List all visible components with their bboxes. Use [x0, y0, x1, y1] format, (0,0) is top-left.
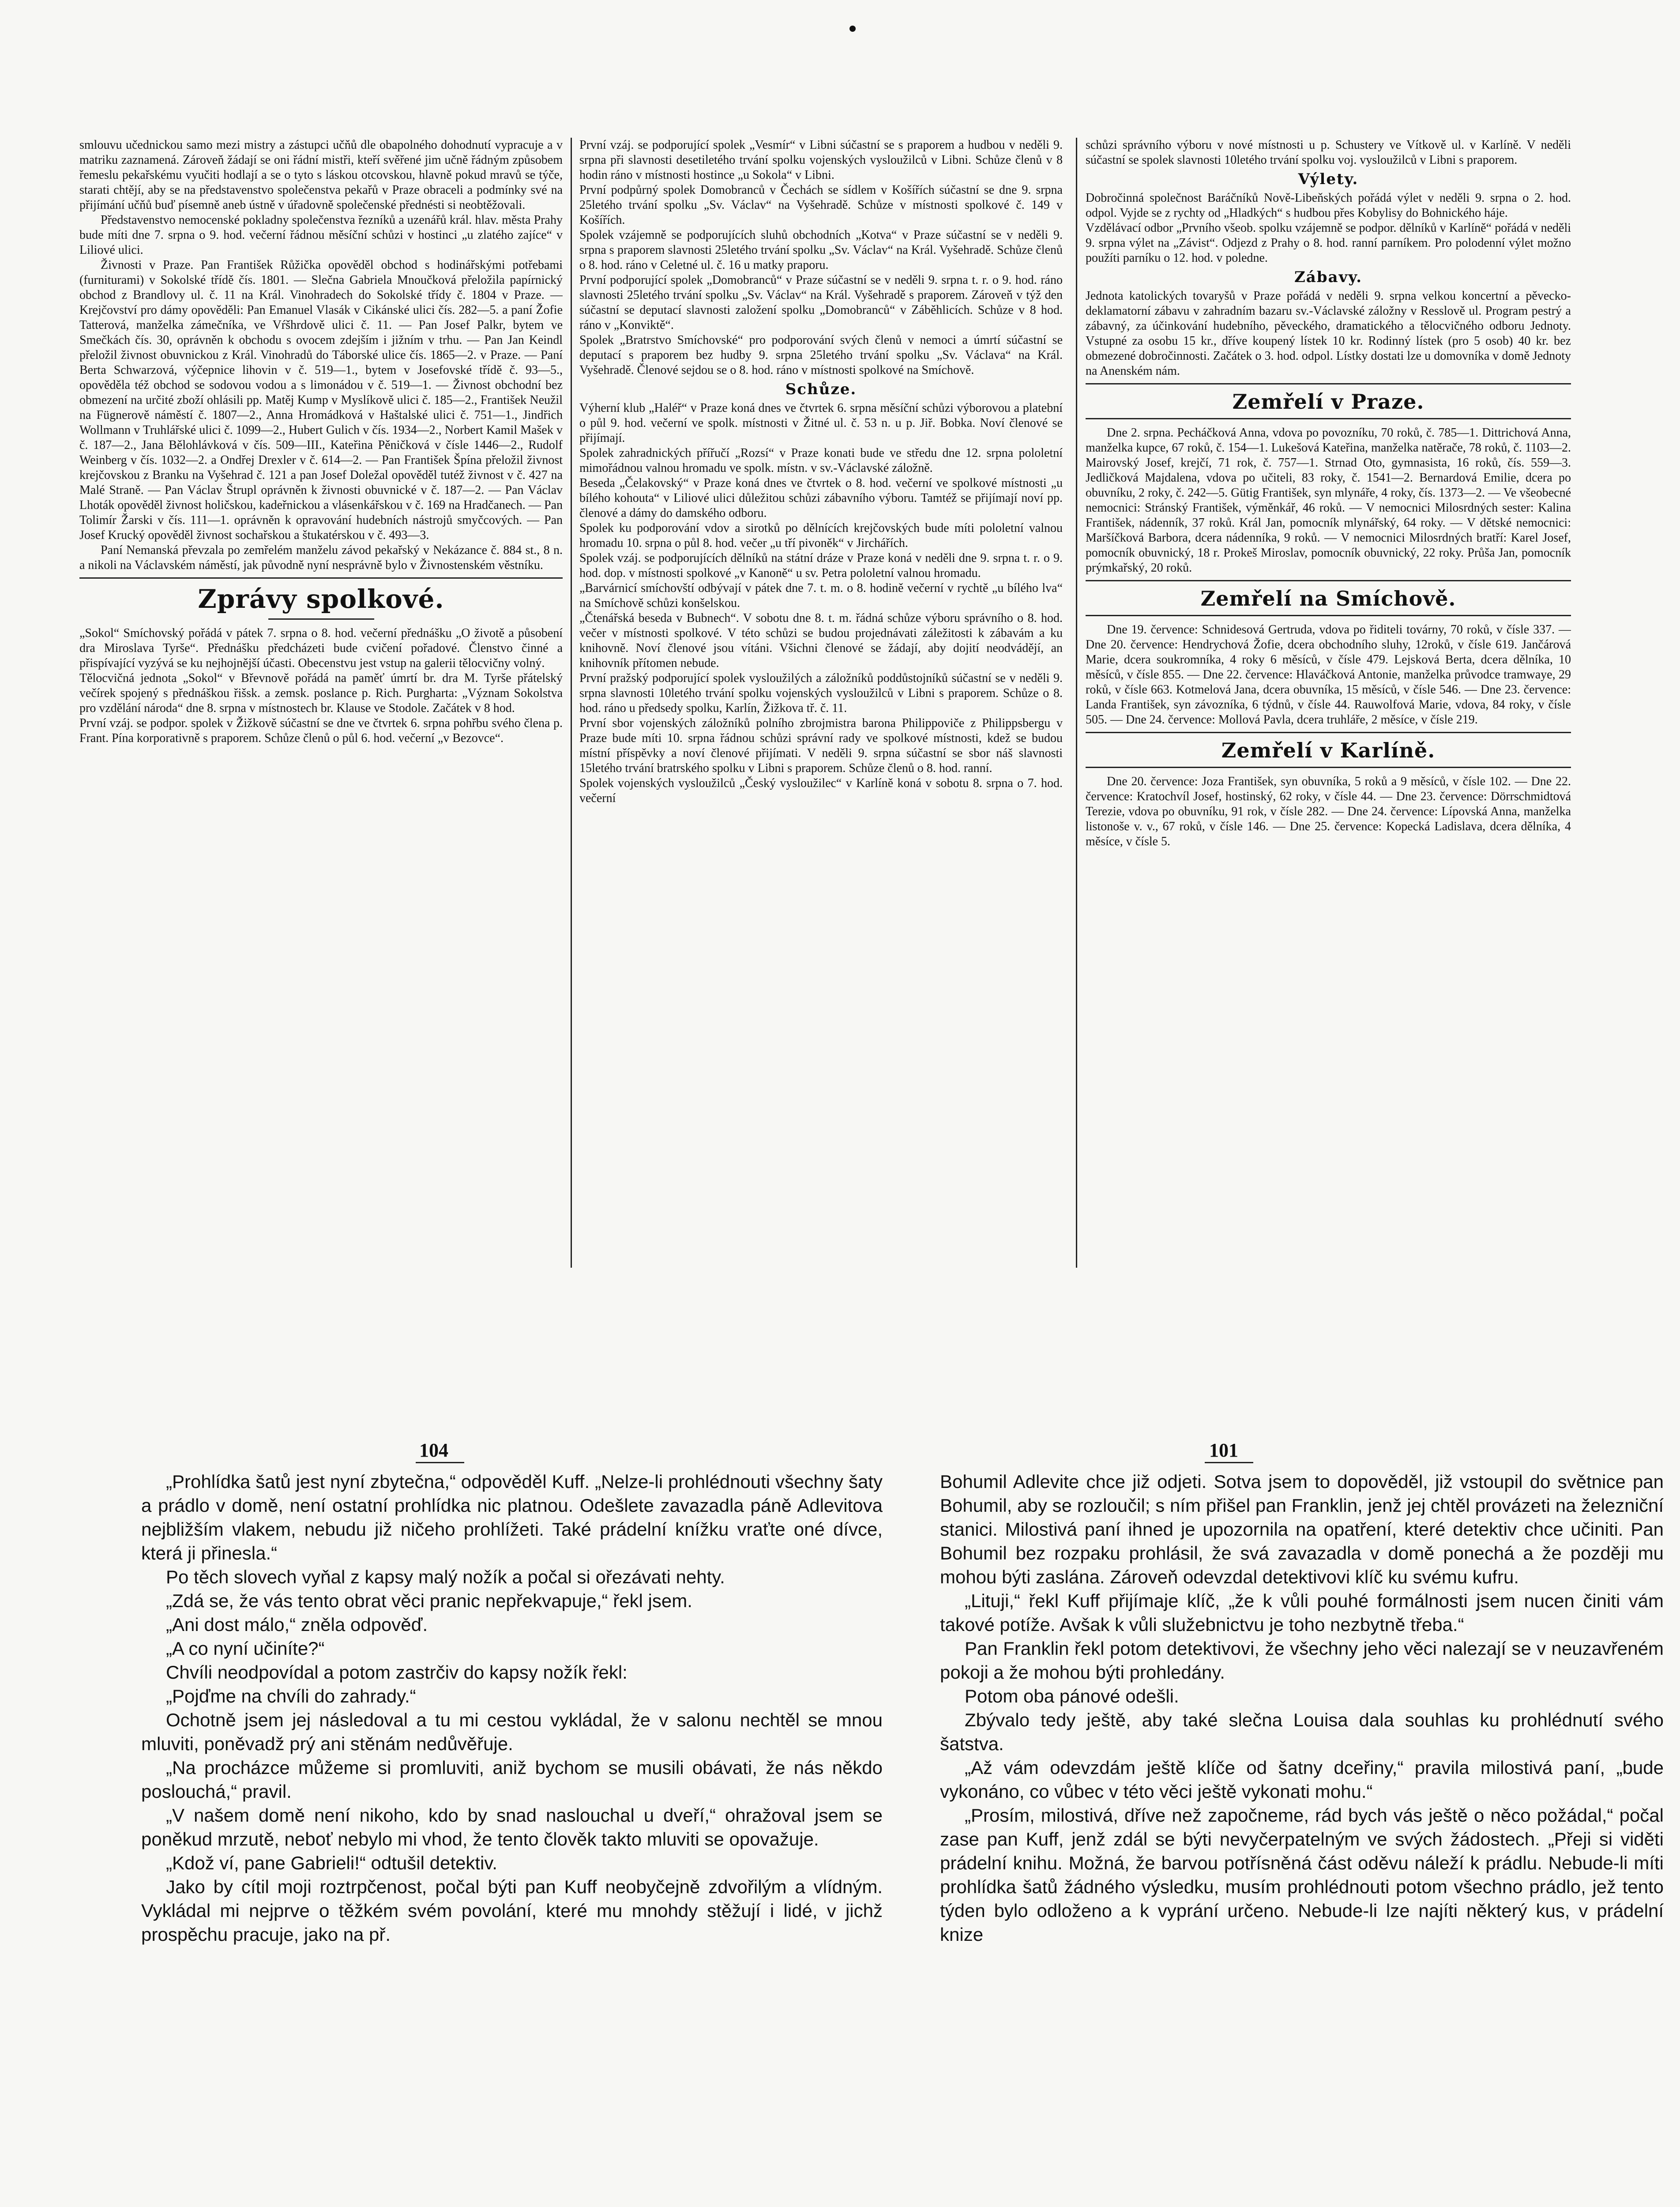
left-page-number: 104 [419, 1439, 448, 1461]
page-number-rule [1205, 1462, 1253, 1463]
paragraph: Spolek vzájemně se podporujících sluhů obchodních „Kotva“ v Praze súčastní se v neděli 9. srpna s praporem slavnosti 25letého trvání spolku „Sv. Václav“ na Král. Vyšehradě. Schůze členů o 8. hod. ráno v Celetné ul. č. 16 u matky praporu. [579, 228, 1063, 272]
paragraph: Dobročinná společnost Baráčníků Nově-Libeňských pořádá výlet v neděli 9. srpna o 2. hod. odpol. Vyjde se z rychty od „Hladkých“ s hudbou přes Kobylisy do Bohnického háje. [1086, 191, 1571, 220]
zemreli-karlin-list [1086, 774, 1571, 849]
paragraph: „Pojďme na chvíli do zahrady.“ [166, 1686, 416, 1706]
schuze-title: Schůze. [785, 380, 857, 398]
section-rule [1086, 418, 1571, 419]
paragraph: „Ani dost málo,“ zněla odpověď. [166, 1614, 428, 1635]
paragraph: „Prohlídka šatů jest nyní zbytečna,“ odpověděl Kuff. „Nelze-li prohlédnouti všechny šaty a prádlo v domě, není ostatní prohlídka nic platnou. Odešlete zavazadla páně Adlevitova nejbližším vlakem, nebudu již ničeho prohlížeti. Také prádelní knížku vraťte oné dívce, která ji přinesla.“ [141, 1471, 883, 1563]
paragraph: „Barvárnicí smíchovští odbývají v pátek dne 7. t. m. o 8. hodině večerní v rychtě „u bílého lva“ na Smíchově schůzi konšelskou. [579, 581, 1063, 610]
paragraph: Zbývalo tedy ještě, aby také slečna Louisa dala souhlas ku prohlédnutí svého šatstva. [940, 1710, 1664, 1754]
col2-paragraphs [579, 138, 1063, 378]
paragraph: Jako by cítil moji roztrpčenost, počal býti pan Kuff neobyčejně zdvořilým a vlídným. Vykládal mi nejprve o těžkém svém povolání, které mu mnohdy stěžují i lidé, v jichž prospěchu pracuje, jako na př. [141, 1876, 883, 1945]
paragraph: Beseda „Čelakovský“ v Praze koná dnes ve čtvrtek o 8. hod. večerní ve spolkové místnosti „u bílého kohouta“ v Liliové ulici důležitou schůzi zábavního výboru. Tamtéž se přijímají noví pp. členové a dámy do damského odboru. [579, 476, 1063, 520]
zemreli-smichov-title: Zemřelí na Smíchově. [1200, 587, 1456, 610]
paragraph: Pan Franklin řekl potom detektivovi, že všechny jeho věci nalezají se v neuzavřeném pokoji a že mohou býti prohledány. [940, 1638, 1664, 1683]
news-column-3 [1086, 138, 1571, 1285]
paragraph: schůzi správního výboru v nové místnosti u p. Schustery ve Vítkově ul. v Karlíně. V neděli súčastní se spolek slavnosti 10letého trvání spolku voj. vysloužilců v Libni s praporem. [1086, 138, 1571, 167]
paragraph: Spolek vojenských vysloužilců „Český vysloužilec“ v Karlíně koná v sobotu 8. srpna o 7. hod. večerní [579, 776, 1063, 805]
paragraph: Živnosti v Praze. Pan František Růžička opověděl obchod s hodinářskými potřebami (furniturami) v Sokolské třídě čís. 1801. — Slečna Gabriela Mnoučková přeložila papírnický obchod z Brandlovy ul. č. 11 na Král. Vinohradech do Sokolské třídy č. 1804 v Praze. — Krejčovství pro dámy opověděli: Pan Emanuel Vlasák v Cikánské ulici čís. 282—5. a paní Žofie Tatterová, manželka zámečníka, ve Vŕšhrdově ulici č. 11. — Pan Josef Palkr, bytem ve Smečkách čís. 30, oprávněn k obchodu s ovocem zdejším i jižním v trhu. — Pan Jan Keindl přeložil živnost obuvnickou z Král. Vinohradů do Táborské ulice čís. 1865—2. v Praze. — Paní Berta Schwarzová, výčepnice lihovin v č. 519—1., bytem v Josefovské třídě č. 93—5., opověděla též obchod se sodovou vodou a s limonádou v č. 519—1. — Živnost obchodní bez obmezení na určité zboží ohlásili pp. Matěj Kump v Myslíkově ulici č. 185—2., František Neužil na Fügnerově náměstí č. 1807—2., Anna Hromádková v Haštalské ulici č. 751—1., Jindřich Wollmann v Truhlářské ulici č. 1099—2., Hubert Gulich v čís. 1934—2., Norbert Kamil Mašek v č. 187—2., Jana Bělohlávková v čís. 509—III., Kateřina Pěničková v čísle 1446—2., Rudolf Weinberg v čís. 1032—2. a Ondřej Drexler v č. 614—2. — Pan František Špína přeložil živnost krejčovskou z Branku na Vyšehrad č. 121 a pan Josef Doležal opověděl tutéž živnost v č. 427 na Malé Straně. — Pan Václav Štrupl oprávněn k živnosti obuvnické v č. 187—2. — Pan Václav Lhoták opověděl živnost holičskou, kadeřnickou a vlásenkářskou v č. 169 na Hradčanech. — Pan Tolimír Žarski v čís. 111—1. oprávněn k opravování hudebních nástrojů smyčcových. — Pan Josef Krucký opověděl živnost sochařskou a štukatérskou v č. 493—3. [79, 258, 563, 542]
paragraph: „Lituji,“ řekl Kuff přijímaje klíč, „že k vůli pouhé formálnosti jsem nucen činiti vám takové potíže. Avšak k vůli služebnictvu je toho nezbytně třeba.“ [940, 1590, 1664, 1635]
ink-dot [849, 26, 856, 32]
section-rule [1086, 383, 1571, 384]
paragraph: Paní Nemanská převzala po zemřelém manželu závod pekařský v Nekázance č. 884 st., 8 n. a nikoli na Václavském náměstí, jak původně nyní nesprávně bylo v Živnostenském věstníku. [79, 543, 563, 572]
zabavy-title: Zábavy. [1294, 268, 1363, 286]
paragraph: „Prosím, milostivá, dříve než započneme, rád bych vás ještě o něco požádal,“ počal zase pan Kuff, jenž zdál se býti nevyčerpatelným ve svých žádostech. „Přeji si viděti prádelní knihu. Možná, že barvou potřísněná část oděvu náleží k prádlu. Nebude-li míti prohlídka šatů žádného výsledku, musím prohlédnouti potom všechno prádlo, jež tento týden bylo odloženo a k vyprání určeno. Nebude-li lze najíti některý kus, v prádelní knize [940, 1805, 1664, 1945]
paragraph: Bohumil Adlevite chce již odjeti. Sotva jsem to dopověděl, již vstoupil do světnice pan Bohumil, aby se rozloučil; s ním přišel pan Franklin, jenž jej chtěl provázeti na železniční stanici. Milostivá paní ihned je upozornila na opatření, které detektiv chce učiniti. Pan Bohumil bez rozpaku prohlásil, že svá zavazadla v domě ponechá a že později mu mohou býti zaslána. Zároveň odevzdal detektivovi klíč ku svému kufru. [940, 1471, 1664, 1587]
paragraph: Potom oba pánové odešli. [965, 1686, 1179, 1706]
paragraph: První pražský podporující spolek vysloužilých a záložníků poddůstojníků súčastní se v neděli 9. srpna slavnosti 10letého trvání spolku vojenských vysloužilců v Libni s praporem. Schůze o 8. hod. ráno u předsedy spolku, Karlín, Žižkova tř. č. 11. [579, 671, 1063, 715]
col2-meetings [579, 401, 1063, 806]
vylety-list [1086, 191, 1571, 266]
zemreli-praha-list [1086, 426, 1571, 576]
paragraph: Dne 19. července: Schnidesová Gertruda, vdova po řiditeli továrny, 70 roků, v čísle 337. — Dne 20. července: Hendrychová Žofie, dcera obchodního sluhy, 12roků, v čísle 619. Jančárová Marie, dcera soukromníka, 4 roky 6 měsíců, v čísle 479. Lejsková Berta, dcera dělníka, 10 měsíců, v čísle 855. — Dne 22. července: Hlaváčková Antonie, manželka průvodce tramwaye, 29 roků, v čísle 663. Kotmelová Jana, dcera obuvníka, 15 měsíců, v čísle 546. — Dne 23. července: Landa František, syn závozníka, 6 týdnů, v čísle 44. Rauwolfová Marie, vdova, 84 roky, v čísle 505. — Dne 24. července: Mollová Pavla, dcera truhláře, 2 měsíce, v čísle 219. [1086, 623, 1571, 727]
paragraph: Výherní klub „Haléř“ v Praze koná dnes ve čtvrtek 6. srpna měsíční schůzi výborovou a platební o půl 9. hod. večerní ve spolk. místnosti v Žitné ul. č. 53 n. u p. Jiř. Bobka. Noví členové se přijímají. [579, 401, 1063, 445]
vylety-title: Výlety. [1298, 170, 1359, 188]
paragraph: První vzáj. se podporující spolek „Vesmír“ v Libni súčastní se s praporem a hudbou v neděli 9. srpna při slavnosti desetiletého trvání spolku vojenských vysloužilců v Libni. Schůze členů v 8 hodin ráno v místnosti hostince „u Sokola“ v Libni. [579, 138, 1063, 182]
zabavy-list [1086, 289, 1571, 379]
column-rule-2 [1076, 138, 1077, 1268]
book-right-page [940, 1470, 1664, 2207]
paragraph: Ochotně jsem jej následoval a tu mi cestou vykládal, že v salonu nechtěl se mnou mluviti, poněvadž prý ani stěnám nedůvěřuje. [141, 1710, 883, 1754]
paragraph: Spolek ku podporování vdov a sirotků po dělnících krejčovských bude míti pololetní valnou hromadu 10. srpna o půl 8. hod. večer „u tří pivoněk“ v Jirchářích. [579, 521, 1063, 550]
paragraph: První podpůrný spolek Domobranců v Čechách se sídlem v Košířích súčastní se dne 9. srpna 25letého trvání spolku „Sv. Václav“ na Vyšehradě. Schůze v místnosti spolkové č. 149 v Košířích. [579, 183, 1063, 227]
title-underline [268, 618, 374, 620]
paragraph: „V našem domě není nikoho, kdo by snad naslouchal u dveří,“ ohražoval jsem se poněkud mrzutě, neboť nebylo mi vhod, že tento člověk takto mluviti se opovažuje. [141, 1805, 883, 1849]
page-number-rule [416, 1462, 464, 1463]
news-column-2 [579, 138, 1063, 1277]
zemreli-smichov-list [1086, 622, 1571, 727]
paragraph: Chvíli neodpovídal a potom zastrčiv do kapsy nožík řekl: [166, 1662, 628, 1683]
paragraph: „Kdož ví, pane Gabrieli!“ odtušil detektiv. [166, 1853, 497, 1873]
paragraph: První vzáj. se podpor. spolek v Žižkově súčastní se dne ve čtvrtek 6. srpna pohřbu svého člena p. Frant. Pína korporativně s praporem. Schůze členů o půl 6. hod. večerní „v Bezovce“. [79, 716, 563, 745]
paragraph: Dne 20. července: Joza František, syn obuvníka, 5 roků a 9 měsíců, v čísle 102. — Dne 22. července: Kratochvíl Josef, hostinský, 62 roky, v čísle 44. — Dne 23. července: Dörrschmidtová Terezie, vdova po obuvníku, 91 rok, v čísle 282. — Dne 24. července: Lípovská Anna, manželka listonoše v. v., 67 roků, v čísle 146. — Dne 25. července: Kopecká Ladislava, dcera dělníka, 4 měsíce, v čísle 5. [1086, 775, 1571, 848]
paragraph: „Zdá se, že vás tento obrat věci pranic nepřekvapuje,“ řekl jsem. [166, 1590, 692, 1611]
news-column-1 [79, 138, 563, 1277]
zemreli-karlin-title: Zemřelí v Karlíně. [1221, 738, 1436, 762]
paragraph: „Až vám odevzdám ještě klíče od šatny dceřiny,“ pravila milostivá paní, „bude vykonáno, co vůbec v této věci ještě vykonati mohu.“ [940, 1757, 1664, 1802]
paragraph: Po těch slovech vyňal z kapsy malý nožík a počal si ořezávati nehty. [166, 1567, 725, 1587]
section-rule [1086, 732, 1571, 733]
paragraph: „Na procházce můžeme si promluviti, aniž bychom se musili obávati, že nás někdo poslouchá,“ pravil. [141, 1757, 883, 1802]
right-page-number: 101 [1209, 1439, 1238, 1461]
paragraph: Jednota katolických tovaryšů v Praze pořádá v neděli 9. srpna velkou koncertní a pěvecko-deklamatorní zábavu v zahradním bazaru sv.-Václavské záložny v Resslově ul. Program pestrý a zábavný, za účinkování hudebního, pěveckého, dramatického a tělocvičného odboru Jednoty. Vstupné za osobu 15 kr., dříve koupený lístek 10 kr. Rodinný lístek (pro 5 osob) 40 kr. bez obmezené dobročinnosti. Začátek o 3. hod. odpol. Lístky dostati lze u domovníka v domě Jednoty na Anenském nám. [1086, 289, 1571, 378]
paragraph: „Sokol“ Smíchovský pořádá v pátek 7. srpna o 8. hod. večerní přednášku „O životě a působení dra Miroslava Tyrše“. Přednášku předcházeti bude cvičení pořadové. Členstvo činné a přispívající vyzývá se ku nejhojnější účasti. Obecenstvu jest vstup na galerii tělocvičny volný. [79, 626, 563, 670]
col3-paragraphs [1086, 138, 1571, 168]
section-rule [1086, 615, 1571, 616]
paragraph: Spolek zahradnických přířučí „Rozsí“ v Praze konati bude ve středu dne 12. srpna pololetní mimořádnou valnou hromadu ve spolk. místn. v sv.-Václavské záložně. [579, 446, 1063, 475]
paragraph: Tělocvičná jednota „Sokol“ v Břevnově pořádá na paměť úmrtí br. dra M. Tyrše přátelský večírek spojený s přednáškou řišsk. a zemsk. poslance p. Rich. Purgharta: „Význam Sokolstva pro vzdělání národa“ dne 8. srpna v místnostech br. Klause ve Stodole. Začátek v 8 hod. [79, 671, 563, 715]
book-left-page [141, 1470, 883, 2207]
section-rule [1086, 580, 1571, 581]
col1-paragraphs [79, 138, 563, 573]
zpravy-spolkove-title: Zprávy spolkové. [198, 584, 444, 614]
section-rule [79, 577, 563, 579]
paragraph: Spolek „Bratrstvo Smíchovské“ pro podporování svých členů v nemoci a úmrtí súčastní se deputací s praporem bez hudby 9. srpna 25letého trvání spolku „Sv. Václava“ na Král. Vyšehradě. Členové sejdou se o 8. hod. ráno v místnosti spolkové na Smíchově. [579, 333, 1063, 377]
paragraph: smlouvu učednickou samo mezi mistry a zástupci učňů dle obapolného dohodnutí vypracuje a v matriku zaznamená. Zároveň žádají se oni řádní mistři, kteří svěřené jim učně řádným způsobem řemeslu pekařskému vyučiti hodlají a se o tyto s láskou otcovskou, hlavně pokud mravů se týče, starati chtějí, aby se na představenstvo společenstva pekařů v Praze obraceli a podmínky své na přijímání učňů buď písemně aneb ústně v úřadovně společenské přednésti si neobtěžovali. [79, 138, 563, 212]
paragraph: První podporující spolek „Domobranců“ v Praze súčastní se v neděli 9. srpna t. r. o 9. hod. ráno slavnosti 25letého trvání spolku „Sv. Václav“ na Král. Vyšehradě s praporem. Zároveň v týž den súčastní se deputací slavnosti založení spolku „Domobranců“ v Záběhlicích. Schůze v 8 hod. ráno v „Konviktě“. [579, 273, 1063, 332]
paragraph: „A co nyní učiníte?“ [166, 1638, 325, 1659]
paragraph: „Čtenářská beseda v Bubnech“. V sobotu dne 8. t. m. řádná schůze výboru správního o 8. hod. večer v místnosti spolkové. V této schůzi se budou projednávati záležitosti k zábavám a ku knihovně. Noví členové jsou vítáni. Všichni členové se žádají, aby dojití neodvádějí, an knihovník přítomen nebude. [579, 611, 1063, 670]
paragraph: Dne 2. srpna. Pecháčková Anna, vdova po povozníku, 70 roků, č. 785—1. Dittrichová Anna, manželka kupce, 67 roků, č. 154—1. Lukešová Kateřina, manželka natěrače, 78 roků, č. 1103—2. Mairovský Josef, krejčí, 71 rok, č. 757—1. Strnad Oto, gymnasista, 16 roků, čís. 559—3. Jedličková Majdalena, vdova po učiteli, 83 roky, č. 1541—2. Bernardová Emilie, dcera po obuvníku, 2 roky, č. 242—5. Gütig František, syn mlynáře, 4 roky, čís. 1373—2. — Ve všeobecné nemocnici: Stránský František, výměnkář, 46 roků. — V nemocnici Milosrdných sester: Kalina František, nádenník, 37 roků. Král Jan, pomocník mlynářský, 64 roky. — V dětské nemocnici: Maršíčková Barbora, dcera nádenníka, 9 roků. — V nemocnici Milosrdných bratří: Karel Josef, pomocník obuvnický, 18 r. Prokeš Miroslav, pomocník obuvnický, 22 roky. Průša Jan, pomocník prýmkařský, 20 roků. [1086, 426, 1571, 575]
paragraph: Spolek vzáj. se podporujících dělníků na státní dráze v Praze koná v neděli dne 9. srpna t. r. o 9. hod. dop. v místnosti spolkové „v Kanoně“ u sv. Petra pololetní valnou hromadu. [579, 551, 1063, 580]
paragraph: Vzdělávací odbor „Prvního všeob. spolku vzájemně se podpor. dělníků v Karlíně“ pořádá v neděli 9. srpna výlet na „Závist“. Odjezd z Prahy o 8. hod. ranní parníkem. Pro polodenní výlet možno použíti parníku o 12. hod. v poledne. [1086, 221, 1571, 265]
paragraph: Představenstvo nemocenské pokladny společenstva řezníků a uzenářů král. hlav. města Prahy bude míti dne 7. srpna o 9. hod. večerní řádnou měsíční schůzi v hostinci „u zlatého zajíce“ v Liliové ulici. [79, 213, 563, 257]
column-rule-1 [571, 138, 572, 1268]
col1-club-news [79, 626, 563, 746]
zemreli-praha-title: Zemřelí v Praze. [1232, 390, 1424, 414]
section-rule [1086, 767, 1571, 768]
paragraph: První sbor vojenských záložníků polního zbrojmistra barona Philippoviče z Philippsbergu v Praze bude míti 10. srpna řádnou schůzi správní rady ve spolkové místnosti, kdež se budou místní příspěvky a noví členové přijímati. V neděli 9. srpna súčastní se sbor náš slavnosti 15letého trvání bratrského spolku v Libni s praporem. Schůze členů o 8. hod. ranní. [579, 716, 1063, 775]
